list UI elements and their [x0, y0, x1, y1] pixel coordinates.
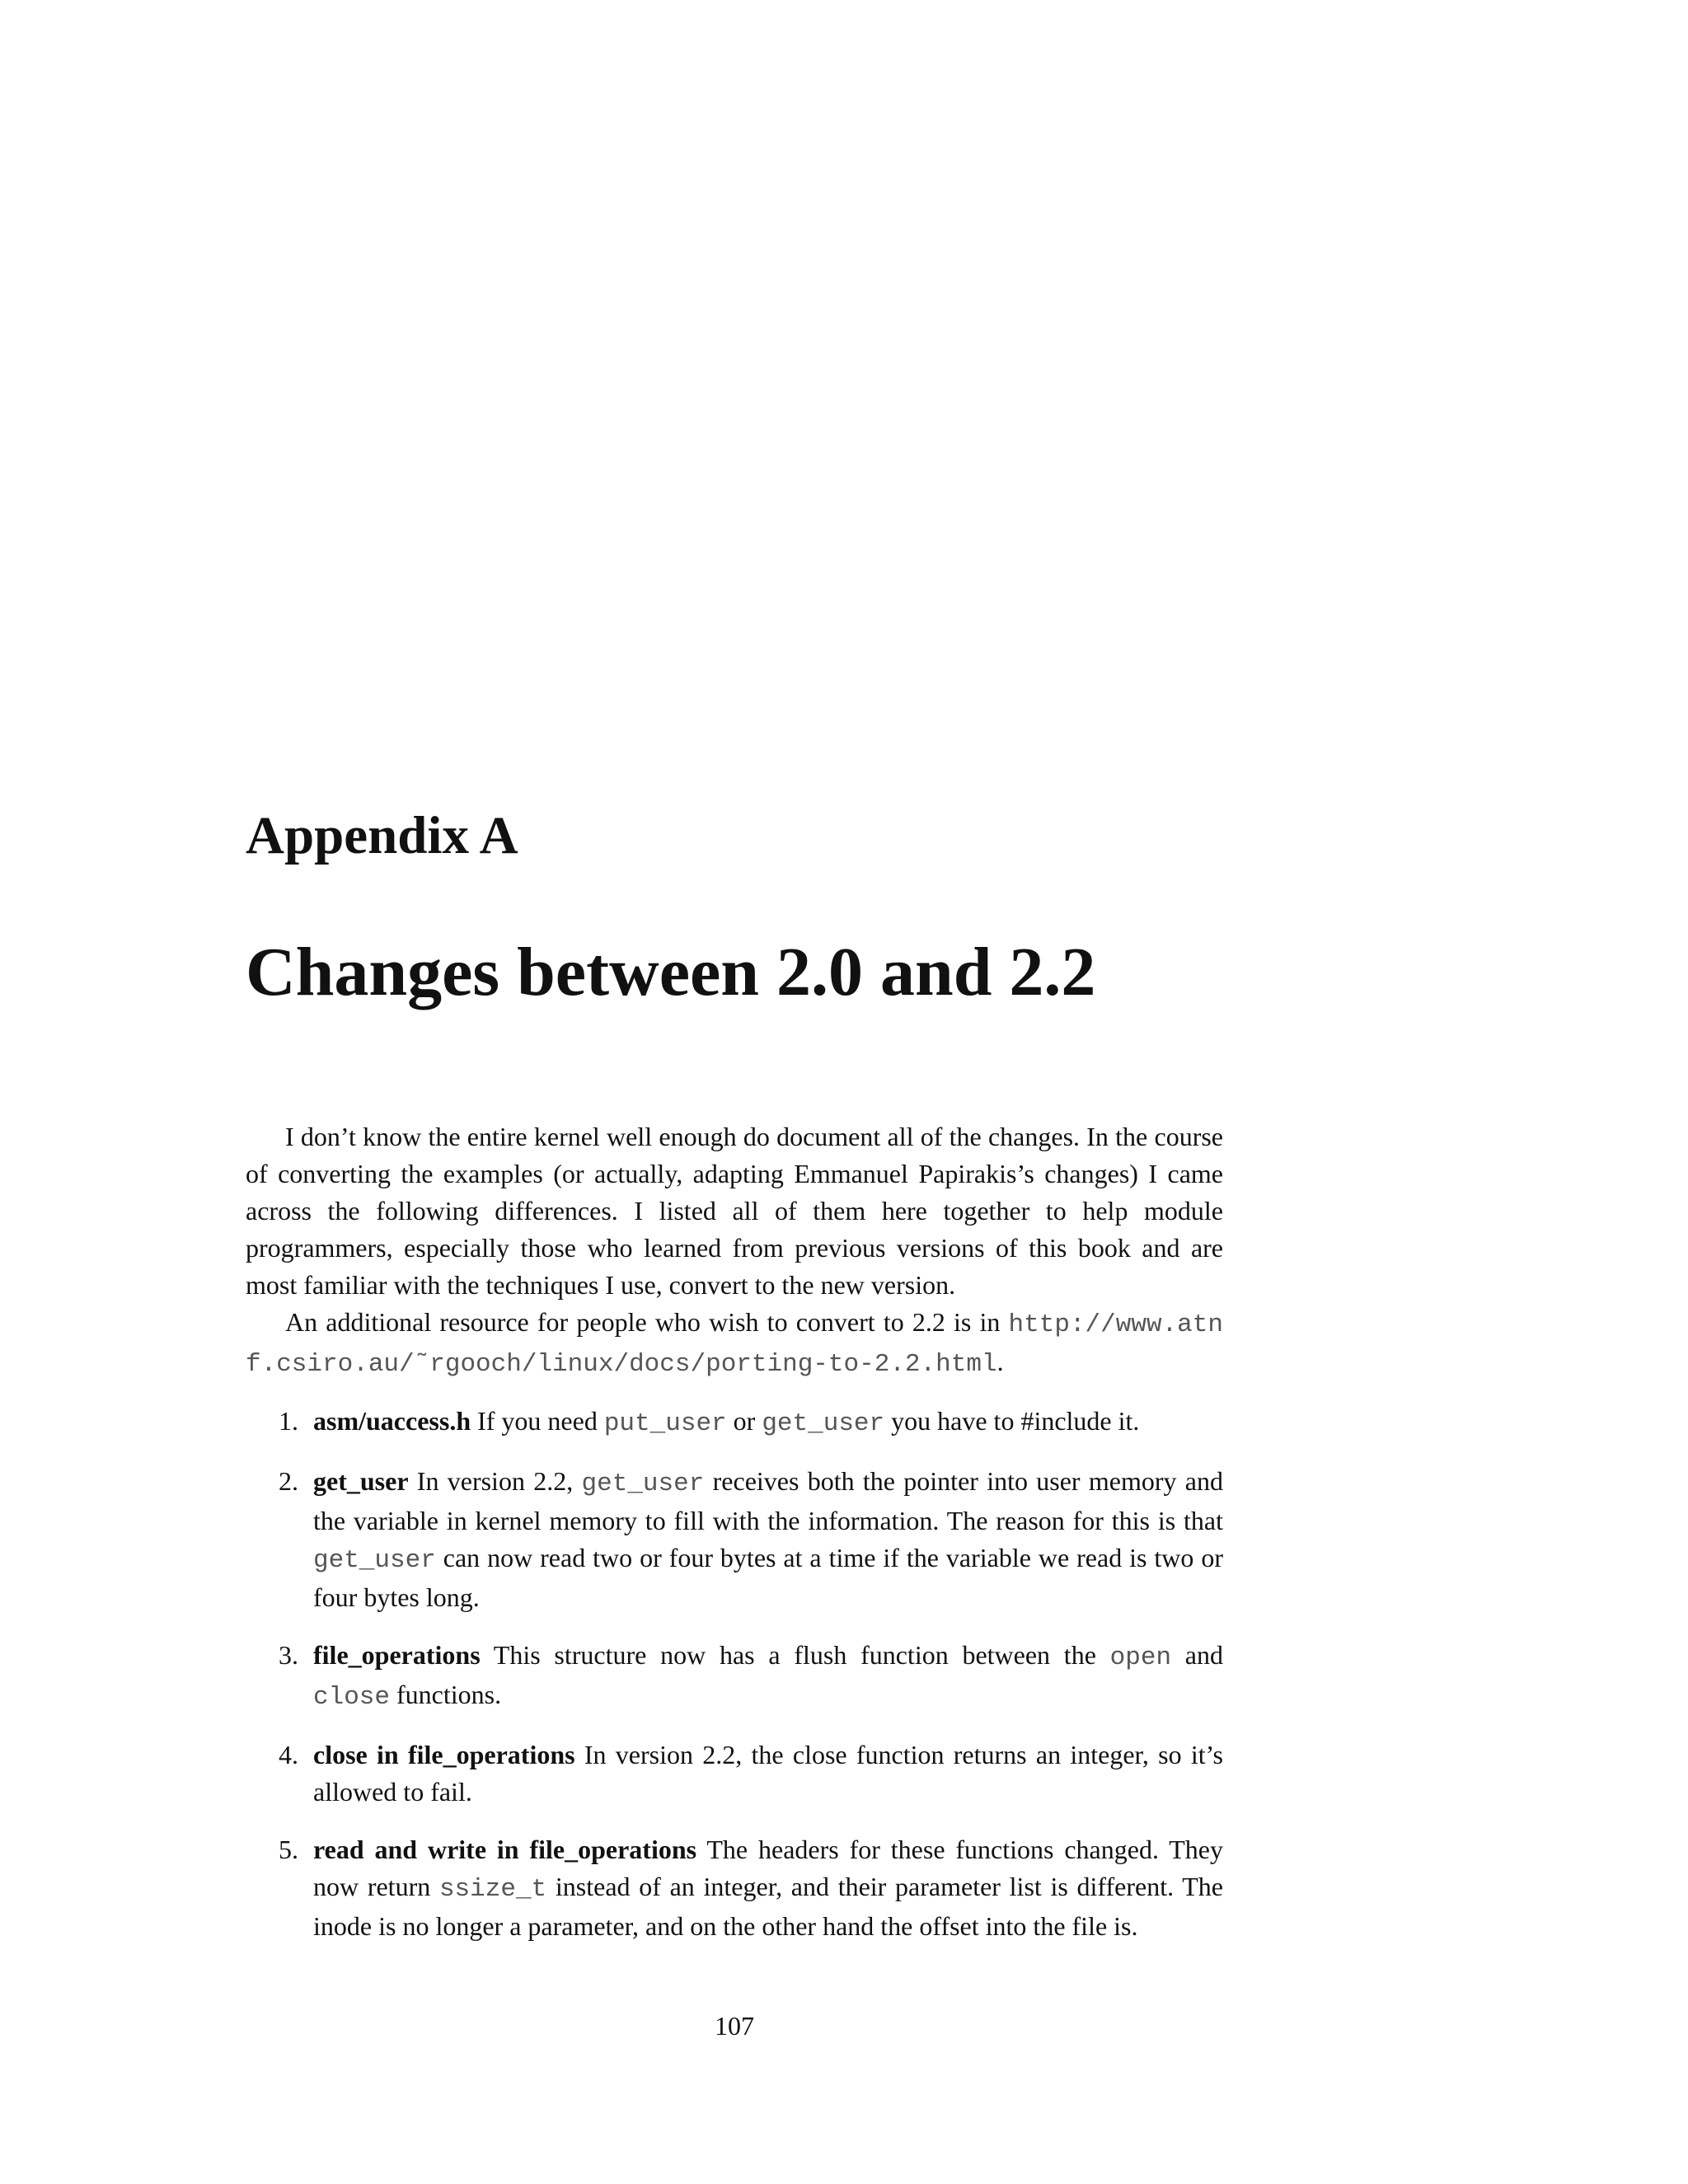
list-item	[246, 1463, 1223, 1616]
item-text: or	[726, 1406, 762, 1436]
item-text: receives both the pointer into user memory and the variable in kernel memory to fill with the information. The reason for this is that	[313, 1466, 1223, 1535]
list-item	[246, 1736, 1223, 1811]
resource-text-end: .	[996, 1347, 1004, 1376]
item-text: The headers for these functions changed. They now return	[313, 1835, 1224, 1901]
item-text: functions.	[390, 1680, 502, 1709]
code-term: open	[1109, 1643, 1172, 1672]
item-number: 5.	[279, 1835, 298, 1864]
item-text: and	[1171, 1640, 1224, 1670]
item-text: In version 2.2, the close function returns an integer, so it’s allowed to fail.	[313, 1740, 1224, 1807]
code-term: get_user	[581, 1469, 705, 1498]
item-term: get_user	[313, 1466, 409, 1496]
list-item	[246, 1831, 1223, 1945]
item-number: 3.	[279, 1640, 298, 1670]
item-term: close in file_operations	[313, 1740, 575, 1769]
item-number: 4.	[279, 1740, 298, 1769]
item-text: In version 2.2,	[408, 1466, 582, 1496]
changes-list	[246, 1403, 1223, 1945]
code-term: close	[313, 1683, 391, 1712]
item-term: read and write in file_operations	[313, 1835, 697, 1864]
intro-paragraph	[246, 1118, 1223, 1304]
code-term: get_user	[762, 1409, 885, 1438]
resource-url: http://www.atnf.csiro.au/˜rgooch/linux/docs/porting-to-2.2.html	[246, 1310, 1223, 1379]
item-number: 1.	[279, 1406, 298, 1436]
intro-text: I don’t know the entire kernel well enough do document all of the changes. In the course of converting the examples (or actually, adapting Emmanuel Papirakis’s changes) I came across the following differences. I listed all of them here together to help module programmers, especially those who learned from previous versions of this book and are most familiar with the techniques I use, convert to the new version.	[246, 1122, 1223, 1300]
item-text: can now read two or four bytes at a time if the variable we read is two or four bytes long.	[313, 1543, 1223, 1612]
code-term: get_user	[313, 1546, 436, 1575]
chapter-title: Changes between 2.0 and 2.2	[246, 934, 1096, 1010]
appendix-label: Appendix A	[246, 806, 518, 865]
list-item	[246, 1637, 1223, 1716]
list-item	[246, 1403, 1223, 1442]
item-term: asm/uaccess.h	[313, 1406, 471, 1436]
code-term: ssize_t	[438, 1875, 547, 1904]
item-text: If you need	[471, 1406, 604, 1436]
resource-paragraph	[246, 1304, 1223, 1383]
item-term: file_operations	[313, 1640, 481, 1670]
item-text: you have to #include it.	[884, 1406, 1140, 1436]
resource-text: An additional resource for people who wish to convert to 2.2 is in	[285, 1307, 1009, 1337]
item-text: This structure now has a flush function between the	[480, 1640, 1110, 1670]
item-text: instead of an integer, and their parameter list is different. The inode is no longer a parameter, and on the other hand the offset into the file is.	[313, 1872, 1224, 1941]
chapter-body	[246, 1118, 1223, 1966]
page-number: 107	[715, 2011, 754, 2041]
item-number: 2.	[279, 1466, 298, 1496]
code-term: put_user	[603, 1409, 727, 1438]
